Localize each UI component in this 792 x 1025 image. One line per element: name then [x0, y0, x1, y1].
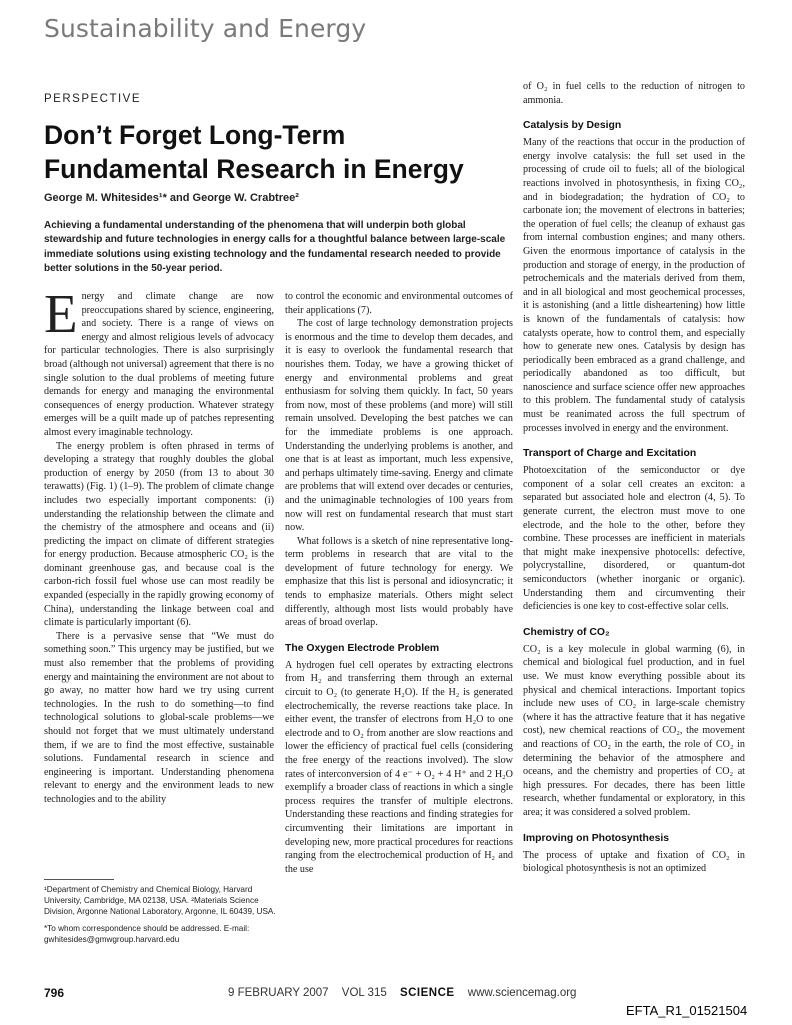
article-abstract: Achieving a fundamental understanding of the phenomena that will underpin both global stewardship and future technologies in energy calls for a thoughtful balance between large-scale immediate solutions using existing technology and the fundamental research needed to provide better solutions in the 50-year period. [44, 220, 506, 275]
body-paragraph: to control the economic and environmental outcomes of their applications (7). [285, 291, 513, 316]
affiliation-footnote: ¹Department of Chemistry and Chemical Biology, Harvard University, Cambridge, MA 02138, USA. ²Materials Science Division, Argonne National Laboratory, Argonne, IL 60439, USA. [44, 885, 276, 917]
body-paragraph: The energy problem is often phrased in terms of developing a strategy that roughly doubles the global production of energy by 2050 (from 13 to about 30 terawatts) (Fig. 1) (1–9). The problem of climate change includes two especially important components: (i) understanding the relationship between the climate and the chemistry of the atmosphere and oceans and (ii) predicting the impact on climate of different strategies for energy production. Because atmospheric CO₂ is the dominant greenhouse gas, and because coal is the carbon-rich fossil fuel whose use can most readily be expanded (especially in the rapidly growing economy of China), understanding the linkage between coal and climate is particularly important (6). [44, 440, 274, 629]
section-heading: Improving on Photosynthesis [523, 832, 670, 844]
page-number: 796 [44, 986, 65, 1000]
journal-name: SCIENCE [399, 987, 455, 999]
body-column-2 [285, 290, 513, 876]
footnotes [44, 884, 276, 950]
body-paragraph: There is a pervasive sense that “We must do something soon.” This urgency may be justified, but we must also remember that the problems of providing energy and maintaining the environment are not about to go away, no matter how hard we try using current technologies. In the rush to do something—to find technological solutions to global-scale problems—we should not forget that we must ultimately understand them, if we are to find the most effective, sustainable solutions. Fundamental research in science and engineering is important. Understanding phenomena relevant to energy and the environment leads to new technologies and to the ability [44, 630, 274, 805]
body-paragraph: The process of uptake and fixation of CO₂ in biological photosynthesis is not an optimized [523, 849, 745, 875]
body-paragraph: Photoexcitation of the semiconductor or dye component of a solar cell creates an exciton: a separated but associated hole and electron (4, 5). To generate current, the electron must move to one electrode, and the hole to the other, before they combine. These processes are inefficient in materials that might make inexpensive photocells: defective, polycrystalline, disordered, or quantum-dot semiconductors (whether inorganic or organic). Understanding them and circumventing their deficiencies is one key to cost-effective solar cells. [523, 465, 745, 613]
section-heading: The Oxygen Electrode Problem [285, 642, 440, 654]
correspondence-footnote: *To whom correspondence should be addressed. E-mail: gwhitesides@gmwgroup.harvard.edu [44, 923, 250, 944]
body-column-1 [44, 283, 274, 807]
body-paragraph: of O₂ in fuel cells to the reduction of nitrogen to ammonia. [523, 81, 745, 106]
drop-cap: E [44, 283, 78, 344]
section-heading: Catalysis by Design [523, 120, 622, 132]
intro-paragraph [44, 283, 274, 440]
section-header: Sustainability and Energy [44, 14, 367, 43]
section-heading: Transport of Charge and Excitation [523, 448, 697, 460]
body-column-3 [523, 80, 745, 876]
body-paragraph: What follows is a sketch of nine representative long-term problems in research that are vital to the development of future technology for energy. We emphasize that this list is personal and idiosyncratic; it tends to emphasize materials. Others might select differently, although most lists would probably have areas of broad overlap. [285, 535, 513, 629]
footnote-divider [44, 879, 114, 880]
running-footer [228, 987, 586, 999]
body-paragraph: The cost of large technology demonstration projects is enormous and the time to develop them decades, and it is easy to overlook the fundamental research that nourishes them. Today, we have a growing thicket of energy and environmental problems and great enthusiasm for solving them quickly. In fact, 50 years from now, most of these problems (and more) will still remain unsolved. Developing the best patches we can for the immediate problems is one approach. Understanding the underlying problems is another, and one that is at least as important, much less expensive, and perhaps ultimately time-saving. Energy and climate are problems that will extend over decades or centuries, and the unimaginable technologies of 100 years from now will rest on fundamental research that must start now. [285, 318, 513, 534]
intro-paragraph-text: nergy and climate change are now preoccupations shared by science, engineering, and society. There is a range of views on energy and almost religious levels of advocacy for particular technologies. There is also surprisingly broad (although not universal) agreement that there is no single solution to the dual problems of meeting future demands for energy and managing the environmental consequences of energy production. Whatever strategy emerges will be a quilt made up of patches representing almost every imaginable technology. [44, 291, 274, 438]
article-authors: George M. Whitesides¹* and George W. Crabtree² [44, 192, 299, 204]
document-id: EFTA_R1_01521504 [626, 1003, 748, 1018]
article-kicker: PERSPECTIVE [44, 93, 142, 105]
body-paragraph: A hydrogen fuel cell operates by extracting electrons from H₂ and transferring them through an external circuit to O₂ (to generate H₂O). If the H₂ is generated electrochemically, the reverse reactions take place. In either event, the transfer of electrons from H₂O to one electrode and to O₂ from another are slow reactions and lower the efficiency of practical fuel cells (considering the free energy of the reactions involved). The slow rates of interconversion of 4 e⁻ + O₂ + 4 H⁺ and 2 H₂O exemplify a broader class of reactions in which a single process requires the transfer of multiple electrons. Understanding these reactions and finding strategies for circumventing their limitations are important in developing new, more practical procedures for reactions ranging from the electrochemical production of H₂ and the use [285, 659, 513, 875]
issue-date: 9 FEBRUARY 2007 [228, 987, 329, 999]
journal-url: www.sciencemag.org [467, 987, 577, 999]
article-title: Don’t Forget Long-Term Fundamental Research in Energy [44, 120, 464, 184]
volume-number: VOL 315 [341, 987, 387, 999]
body-paragraph: CO₂ is a key molecule in global warming (6), in chemical and biological fuel production, and in fuel use. We must know everything possible about its physical and chemical interactions. Important topics include new uses of CO₂ in large-scale chemistry (where it has the attractive feature that it has negative cost), new chemical reactions of CO₂, the movement and reactions of CO₂ in the earth, the role of CO₂ in determining the behavior of the atmosphere and oceans, and the chemistry and properties of CO₂ at high pressures. For decades, there has been little research, whether fundamental or exploratory, in this area; it was considered a solved problem. [523, 643, 745, 818]
body-paragraph: Many of the reactions that occur in the production of energy involve catalysis: the full set used in the processing of crude oil to fuels; all of the biological reactions involved in photosynthesis, in fixing CO₂, and in biodegradation; the hydration of CO₂ to carbonate ion; the movement of electrons in batteries; the operation of fuel cells; the cleanup of exhaust gas from internal combustion engines; and many others. Given the enormous importance of catalysis in the production and storage of energy, in the production of petrochemicals and the materials derived from them, and in all biological and most geochemical processes, it is astonishing (and a little disheartening) how little is known of the fundamentals of catalysis: how catalysts operate, how to control them, and especially how to generate new ones. Catalysis by design has periodically been embraced as a grand challenge, and periodically abandoned as too difficult, but nanoscience and surface science offer new approaches to this problem. The fundamental study of catalysis must be reanimated across the full spectrum of processes involved in energy and the environment. [523, 137, 745, 434]
section-heading: Chemistry of CO₂ [523, 626, 610, 638]
